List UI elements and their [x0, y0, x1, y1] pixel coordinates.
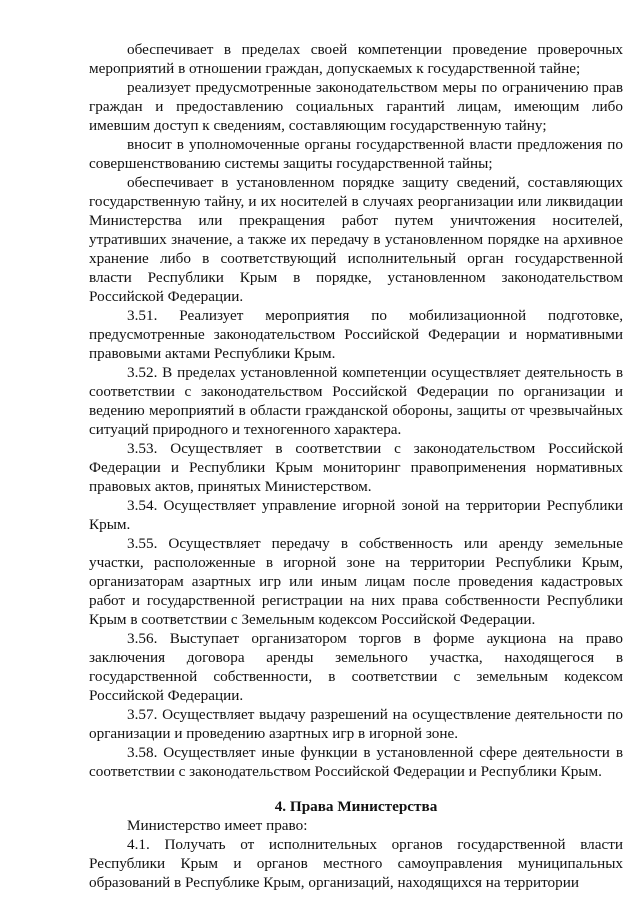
paragraph-3-51: 3.51. Реализует мероприятия по мобилизационной подготовке, предусмотренные законодательством Российской Федерации и нормативными правовыми актами Республики Крым.: [89, 307, 623, 362]
paragraph-3-54: 3.54. Осуществляет управление игорной зоной на территории Республики Крым.: [89, 497, 623, 533]
paragraph-secret-protection: обеспечивает в установленном порядке защиту сведений, составляющих государственную тайну, и их носителей в случаях реорганизации или ликвидации Министерства или прекращения работ путем уничтожения носителей, утративших значение, а также их передачу в установленном порядке на архивное хранение либо в соответствующий исполнительный орган государственной власти Республики Крым в порядке, установленном законодательством Российской Федерации.: [89, 174, 623, 305]
paragraph-3-56: 3.56. Выступает организатором торгов в форме аукциона на право заключения договора аренды земельного участка, находящегося в государственной собственности, в соответствии с земельным кодексом Российской Федерации.: [89, 630, 623, 704]
paragraph-3-53: 3.53. Осуществляет в соответствии с законодательством Российской Федерации и Республики Крым мониторинг правоприменения нормативных правовых актов, принятых Министерством.: [89, 440, 623, 495]
paragraph-verification: обеспечивает в пределах своей компетенции проведение проверочных мероприятий в отношении граждан, допускаемых к государственной тайне;: [89, 41, 623, 77]
paragraph-3-58: 3.58. Осуществляет иные функции в установленной сфере деятельности в соответствии с законодательством Российской Федерации и Республики Крым.: [89, 744, 623, 780]
paragraph-3-57: 3.57. Осуществляет выдачу разрешений на осуществление деятельности по организации и проведению азартных игр в игорной зоне.: [89, 706, 623, 742]
paragraph-3-52: 3.52. В пределах установленной компетенции осуществляет деятельность в соответствии с законодательством Российской Федерации по организации и ведению мероприятий в области гражданской обороны, защиты от чрезвычайных ситуаций природного и техногенного характера.: [89, 364, 623, 438]
section-heading: 4. Права Министерства: [274, 798, 438, 815]
paragraph-3-55: 3.55. Осуществляет передачу в собственность или аренду земельные участки, расположенные в игорной зоне на территории Республики Крым, организаторам азартных игр или иным лицам после проведения кадастровых работ и государственной регистрации на них права собственности Республики Крым в соответствии с Земельным кодексом Российской Федерации.: [89, 535, 623, 628]
paragraph-restrictions: реализует предусмотренные законодательством меры по ограничению прав граждан и предоставлению социальных гарантий лицам, имеющим либо имевшим доступ к сведениям, составляющим государственную тайну;: [89, 79, 623, 134]
paragraph-proposals: вносит в уполномоченные органы государственной власти предложения по совершенствованию системы защиты государственной тайны;: [89, 136, 623, 172]
paragraph-rights-intro: Министерство имеет право:: [127, 817, 308, 834]
paragraph-4-1: 4.1. Получать от исполнительных органов государственной власти Республики Крым и органов местного самоуправления муниципальных образований в Республике Крым, организаций, находящихся на территории: [89, 836, 623, 891]
document-body: [89, 40, 623, 892]
